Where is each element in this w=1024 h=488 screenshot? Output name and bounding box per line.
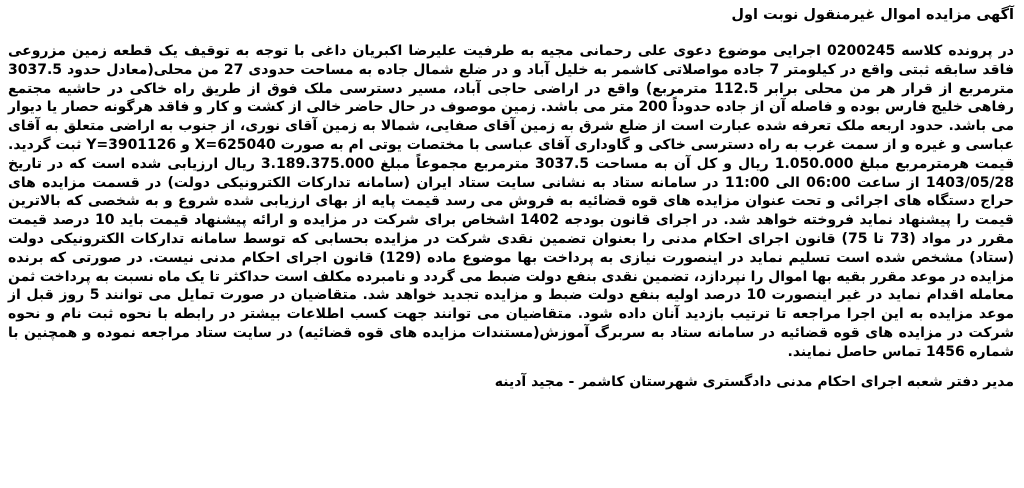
notice-signature: مدیر دفتر شعبه اجرای احکام مدنی دادگستری شهرستان کاشمر - مجید آدینه (494, 373, 1014, 390)
auction-notice (8, 4, 1016, 392)
notice-title: آگهی مزایده اموال غیرمنقول نوبت اول (731, 7, 1014, 23)
notice-body: در پرونده کلاسه 0200245 اجرایی موضوع دعوی علی رحمانی مجیه به طرفیت علیرضا اکبریان داغی با توجه به توقیف یک قطعه زمین مزروعی فاقد سابقه ثبتی واقع در کیلومتر 7 جاده مواصلاتی کاشمر به خلیل آباد و در ضلع شمال جاده به مساحت حدودی 27 من محلی(معادل حدود 3037.5 مترمربع از قرار هر من محلی برابر 112.5 مترمربع) واقع در اراضی حاجی آباد، مسیر دسترسی ملک فوق از طریق راه خاکی در حاشیه مجتمع رفاهی خلیج فارس بوده و فاصله آن از جاده حدوداً 200 متر می باشد. زمین موصوف در حال حاضر خالی از کشت و کار و فاقد هرگونه حصار یا دیوار می باشد. حدود اربعه ملک تعرفه شده عبارت است از ضلع شرق به زمین آقای صفایی، شمالا به زمین آقای نوری، از جنوب به اراضی متعلق به آقای عباسی و غیره و از سمت غرب به راه دسترسی خاکی و گاوداری آقای عباسی با مختصات یوتی ام به صورت X=625040 و Y=3901126 ثبت گردید. قیمت هرمترمربع مبلغ 1.050.000 ریال و کل آن به مساحت 3037.5 مترمربع مجموعاً مبلغ 3.189.375.000 ریال ارزیابی شده است که در تاریخ 1403/05/28 از ساعت 06:00 الی 11:00 در سامانه ستاد به نشانی سایت ستاد ایران (سامانه تدارکات الکترونیکی دولت) در قسمت مزایده های حراج دستگاه های اجرائی و تحت عنوان مزایده های قوه قضائیه به فروش می رسد قیمت پایه از بهای ارزیابی شده شروع و به شخصی که بالاترین قیمت را پیشنهاد نماید فروخته خواهد شد. در اجرای قانون بودجه 1402 اشخاص برای شرکت در مزایده و ارائه پیشنهاد قیمت باید 10 درصد قیمت مقرر در مواد (73 تا 75) قانون اجرای احکام مدنی را بعنوان تضمین نقدی شرکت در مزایده بحسابی که توسط سامانه تدارکات الکترونیکی دولت (ستاد) مشخص شده است تسلیم نماید در اینصورت نیازی به پرداخت بها موضوع ماده (129) قانون اجرای احکام مدنی نیست. در صورتی که برنده مزایده در موعد مقرر بقیه بها اموال را نپردازد، تضمین نقدی بنفع دولت ضبط می گردد و نامبرده مکلف است حداکثر تا یک ماه نسبت به پرداخت ثمن معامله اقدام نماید در غیر اینصورت 10 درصد اولیه بنفع دولت ضبط و مزایده تجدید خواهد شد. متقاضیان در صورت تمایل می توانند 5 روز قبل از موعد مزایده به این اجرا مراجعه تا ترتیب بازدید آنان داده شود. متقاضیان می توانند جهت کسب اطلاعات بیشتر در رابطه با نحوه ثبت نام و نحوه شرکت در مزایده های قوه قضائیه در سامانه ستاد به سربرگ آموزش(مستندات مزایده های قوه قضائیه) در سایت ستاد مراجعه نموده و همچنین با شماره 1456 تماس حاصل نمایند. (8, 43, 1015, 360)
